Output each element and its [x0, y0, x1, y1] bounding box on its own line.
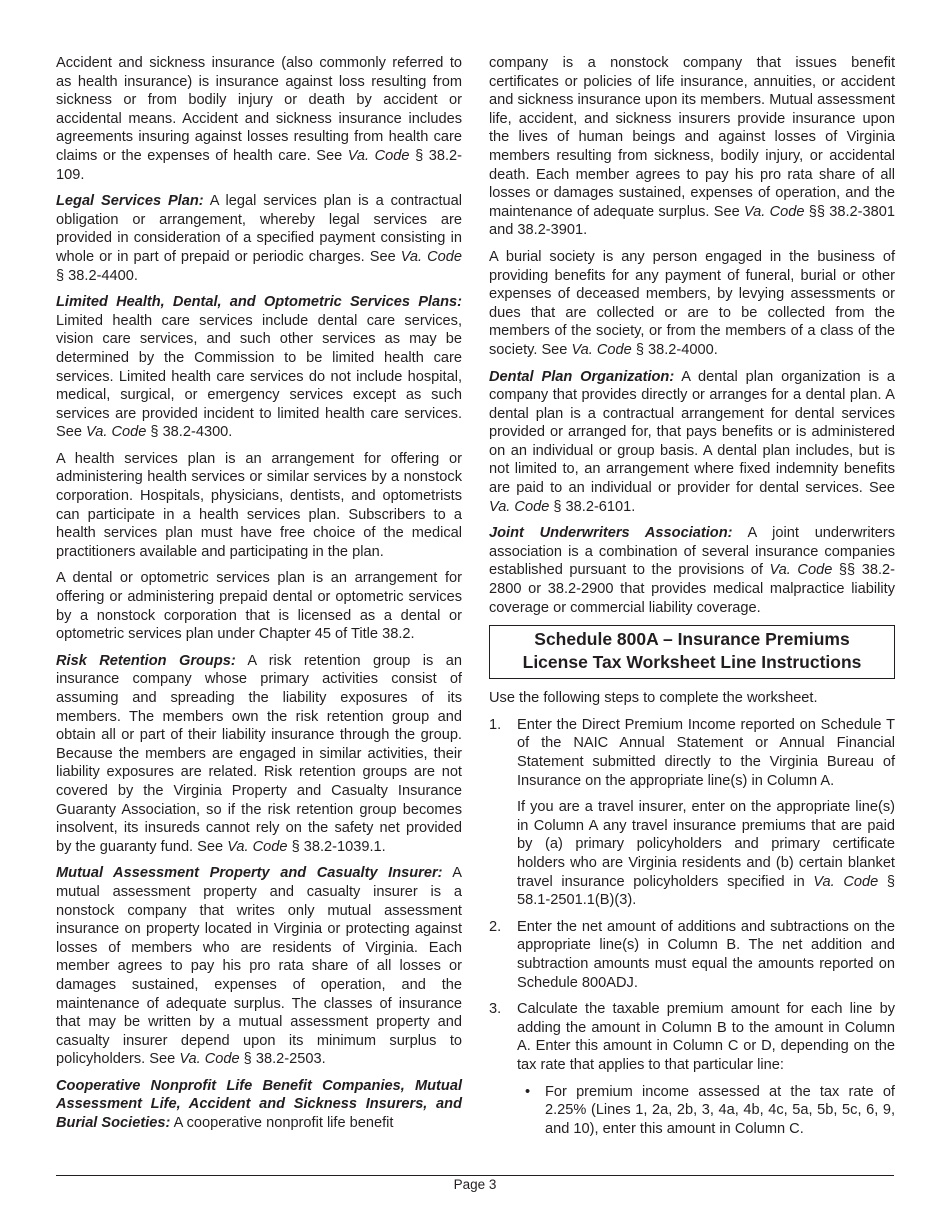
- term-heading: Legal Services Plan:: [56, 193, 204, 210]
- citation: Va. Code: [769, 562, 833, 579]
- schedule-heading-box: [489, 625, 895, 679]
- page-number: Page 3: [453, 1177, 497, 1192]
- schedule-title-line1: Schedule 800A – Insurance Premiums: [534, 629, 850, 650]
- term-heading: Mutual Assessment Property and Casualty Insurer:: [56, 865, 443, 882]
- dental-optometric-paragraph: A dental or optometric services plan is an arrangement for offering or administering prepaid dental or optometric services by a nonstock corporation that is licensed as a dental or optometric services plan under Chapter 45 of Title 38.2.: [56, 570, 462, 643]
- step-text: Enter the Direct Premium Income reported on Schedule T of the NAIC Annual Statement or Annual Financial Statement submitted directly to the Virginia Bureau of Insurance on the appropriate line(s) in Column A.: [517, 716, 895, 789]
- health-services-plan-paragraph: A health services plan is an arrangement for offering or administering health services or similar services by a nonstock corporation. Hospitals, physicians, dentists, and optometrists can participate in a health services plan. Subscribers to a health services plan must have free choice of the medical practitioners available and participating in the plan.: [56, 450, 462, 560]
- accident-sickness-paragraph: Accident and sickness insurance (also commonly referred to as health insurance) is insurance against loss resulting from sickness or from bodily injury or death by accident or accidental means. Accident and sickness insurance includes agreements insuring against losses resulting from health care claims or the expenses of health care. See Va. Code § 38.2-109.: [56, 55, 462, 183]
- step-text: Calculate the taxable premium amount for each line by adding the amount in Column B to the amount in Column A. Enter this amount in Column C or D, depending on the tax rate that applies to that particular line:: [517, 1001, 895, 1073]
- mutual-assessment-paragraph: Mutual Assessment Property and Casualty Insurer: A mutual assessment property and casualty insurer is a nonstock company that writes only mutual assessment insurance on property located in Virginia or protecting against losses of members who are residents of Virginia. Each member agrees to pay his pro rata share of all losses or damages sustained, expenses of operation, and the maintenance of adequate surplus. The classes of insurance that may be written by a mutual assessment property and casualty insurer depend upon its minimum surplus to policyholders. See Va. Code § 38.2-2503.: [56, 865, 462, 1068]
- bullet-item: • For premium income assessed at the tax rate of 2.25% (Lines 1, 2a, 2b, 3, 4a, 4b, 4c, 5a, 5b, 5c, 6, 9, and 10), enter this amount in Column C.: [525, 1083, 895, 1137]
- term-heading: Joint Underwriters Association:: [489, 525, 733, 542]
- right-column: [489, 54, 895, 1146]
- left-column: [56, 54, 462, 1141]
- citation: Va. Code: [489, 498, 550, 515]
- step-item: [489, 918, 895, 992]
- instructions-intro: Use the following steps to complete the worksheet.: [489, 690, 818, 707]
- bullet-icon: •: [525, 1083, 531, 1100]
- term-heading: Limited Health, Dental, and Optometric Services Plans:: [56, 294, 462, 311]
- citation: Va. Code: [179, 1051, 240, 1068]
- term-heading: Dental Plan Organization:: [489, 368, 675, 385]
- citation: Va. Code: [571, 341, 632, 358]
- joint-underwriters-paragraph: Joint Underwriters Association: A joint underwriters association is a combination of several insurance companies established pursuant to the provisions of Va. Code §§ 38.2-2800 or 38.2-2900 that provides medical malpractice liability coverage or commercial liability coverage.: [489, 525, 895, 616]
- step-number: 3.: [489, 1001, 502, 1018]
- limited-health-paragraph: Limited Health, Dental, and Optometric Services Plans: Limited health care services include dental care services, vision care services, and such other services as may be determined by the Commission to be limited health care services. Limited health care services do not include hospital, medical, surgical, or emergency services except as such services are provided incident to limited health care services. See Va. Code § 38.2-4300.: [56, 294, 462, 441]
- term-heading: Cooperative Nonprofit Life Benefit Companies, Mutual Assessment Life, Accident and Sickness Insurers, and Burial Societies:: [56, 1077, 462, 1132]
- step-number: 1.: [489, 716, 502, 733]
- citation: Va. Code: [227, 838, 288, 855]
- step-number: 2.: [489, 918, 502, 935]
- legal-services-paragraph: Legal Services Plan: A legal services plan is a contractual obligation or arrangement, whereby legal services are provided in consideration of a specified payment consisting in whole or in part of prepaid or periodic charges. See Va. Code § 38.2-4400.: [56, 193, 462, 284]
- term-heading: Risk Retention Groups:: [56, 652, 236, 669]
- instruction-steps: [489, 716, 895, 1138]
- citation: Va. Code: [813, 873, 879, 890]
- step-extra-text: If you are a travel insurer, enter on the appropriate line(s) in Column A any travel insurance premiums that are paid by (a) primary policyholders and primary certificate holders who are Virginia residents and (b) certain blanket travel insurance policyholders specified in Va. Code § 58.1-2501.1(B)(3).: [517, 799, 895, 909]
- citation: Va. Code: [400, 248, 462, 265]
- citation: Va. Code: [347, 147, 410, 164]
- cooperative-paragraph: Cooperative Nonprofit Life Benefit Companies, Mutual Assessment Life, Accident and Sickness Insurers, and Burial Societies: A cooperative nonprofit life benefit: [56, 1077, 462, 1132]
- step-item: [489, 1000, 895, 1138]
- burial-society-paragraph: A burial society is any person engaged in the business of providing benefits for any payment of funeral, burial or other expenses of deceased members, by levying assessments or dues that are collected or are to be collected from the members of the society, or from the members of a class of the society. See Va. Code § 38.2-4000.: [489, 248, 895, 358]
- schedule-title-line2: License Tax Worksheet Line Instructions: [522, 652, 862, 673]
- step-text: Enter the net amount of additions and subtractions on the appropriate line(s) in Column B. The net addition and subtraction amounts must equal the amounts reported on Schedule 800ADJ.: [517, 918, 895, 991]
- cooperative-continued-paragraph: company is a nonstock company that issues benefit certificates or policies of life insurance, annuities, or accident and sickness insurance upon its members. Mutual assessment life, accident, and sickness insurers provide insurance upon the lives of human beings and against losses of Virginia members resulting from sickness, bodily injury, or accidental death. Each member agrees to pay his pro rata share of all losses or damages sustained, expenses of operation, and the maintenance of adequate surplus. See Va. Code §§ 38.2-3801 and 38.2-3901.: [489, 55, 895, 239]
- citation: Va. Code: [743, 203, 805, 220]
- footer-divider: [56, 1175, 894, 1176]
- risk-retention-paragraph: Risk Retention Groups: A risk retention group is an insurance company whose primary activities consist of assuming and spreading the liability exposures of its members. The members own the risk retention group and obtain all or part of their liability insurance through the group. Because the members are engaged in similar activities, their liability exposures are related. Risk retention groups are not covered by the Virginia Property and Casualty Insurance Guaranty Association, so if the risk retention group becomes insolvent, its insureds cannot rely on the safety net provided by the guaranty fund. See Va. Code § 38.2-1039.1.: [56, 652, 462, 855]
- step-bullets: [517, 1083, 895, 1139]
- citation: Va. Code: [86, 424, 147, 441]
- step-item: [489, 716, 895, 910]
- dental-plan-org-paragraph: Dental Plan Organization: A dental plan organization is a company that provides directly or arranges for a dental plan. A dental plan is a contractual arrangement for dental services provided or arranged for, that pays benefits or is administered on an individual or group basis. A dental plan includes, but is not limited to, an arrangement where fixed indemnity benefits are paid to an individual or provider for dental services. See Va. Code § 38.2-6101.: [489, 368, 895, 515]
